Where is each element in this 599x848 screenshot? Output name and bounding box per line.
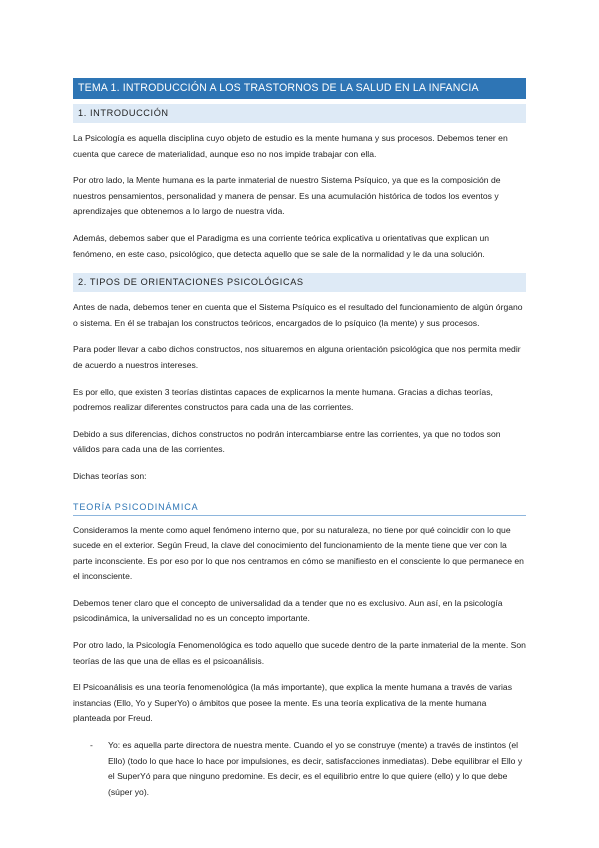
list-item <box>73 738 526 800</box>
paragraph: Dichas teorías son: <box>73 470 147 481</box>
list-bullet: - <box>90 740 93 751</box>
paragraph: Es por ello, que existen 3 teorías distintas capaces de explicarnos la mente humana. Gracias a dichas teorías, podremos realizar diferentes constructos para cada una de las corrientes. <box>73 386 493 413</box>
section-title-introduccion: 1. INTRODUCCIÓN <box>73 104 526 123</box>
paragraph: Debemos tener claro que el concepto de universalidad da a tender que no es exclusivo. Aun así, en la psicología psicodinámica, la universalidad no es un concepto importante. <box>73 597 503 624</box>
paragraph: Consideramos la mente como aquel fenómeno interno que, por su naturaleza, no tiene por qué coincidir con lo que sucede en el exterior. Según Freud, la clave del conocimiento del funcionamiento de la mente tiene que ver con la parte inconsciente. Es por eso por lo que nos centramos en cómo se manifiesto en el consciente lo que permanece en el inconsciente. <box>73 524 524 582</box>
paragraph: Además, debemos saber que el Paradigma es una corriente teórica explicativa u orientativas que explican un fenómeno, en este caso, psicológico, que detecta aquello que se sale de la normalidad y le da una solución. <box>73 232 490 259</box>
paragraph: Por otro lado, la Mente humana es la parte inmaterial de nuestro Sistema Psíquico, ya que es la composición de nuestros pensamientos, personalidad y manera de pensar. Es una acumulación histórica de todos los eventos y aprendizajes que obtenemos a lo largo de nuestra vida. <box>73 175 501 217</box>
paragraph: Debido a sus diferencias, dichos constructos no podrán intercambiarse entre las corrientes, ya que no todos son válidos para cada una de las corrientes. <box>73 428 501 455</box>
paragraph: La Psicología es aquella disciplina cuyo objeto de estudio es la mente humana y sus procesos. Debemos tener en cuenta que carece de materialidad, aunque eso no nos impide trabajar con ella. <box>73 133 508 159</box>
main-title: TEMA 1. INTRODUCCIÓN A LOS TRASTORNOS DE LA SALUD EN LA INFANCIA <box>73 78 526 99</box>
section-title-tipos-orientaciones: 2. TIPOS DE ORIENTACIONES PSICOLÓGICAS <box>73 273 526 292</box>
paragraph: El Psicoanálisis es una teoría fenomenológica (la más importante), que explica la mente humana a través de varias instancias (Ello, Yo y SuperYo) o ámbitos que posee la mente. Es una teoría explicativa de la mente humana planteada por Freud. <box>73 682 512 724</box>
list-item-text: Yo: es aquella parte directora de nuestra mente. Cuando el yo se construye (mente) a través de instintos (el Ello) (todo lo que hace lo hace por impulsiones, es decir, satisfacciones inmediatas). Debe equilibrar el Ello y el SuperYó para que ninguno predomine. Es decir, es el equilibrio entre lo que quiere (ello) y lo que debe (súper yo). <box>108 740 523 797</box>
paragraph: Por otro lado, la Psicología Fenomenológica es todo aquello que sucede dentro de la parte inmaterial de la mente. Son teorías de las que una de ellas es el psicoanálisis. <box>73 640 526 666</box>
subsection-title-teoria-psicodinamica: TEORÍA PSICODINÁMICA <box>73 501 526 516</box>
bullet-list <box>73 738 526 800</box>
paragraph: Antes de nada, debemos tener en cuenta que el Sistema Psíquico es el resultado del funcionamiento de algún órgano o sistema. En él se trabajan los constructos teóricos, encargados de lo psíquico (la mente) y sus procesos. <box>73 302 523 328</box>
paragraph: Para poder llevar a cabo dichos constructos, nos situaremos en alguna orientación psicológica que nos permita medir de acuerdo a nuestros intereses. <box>73 344 521 370</box>
